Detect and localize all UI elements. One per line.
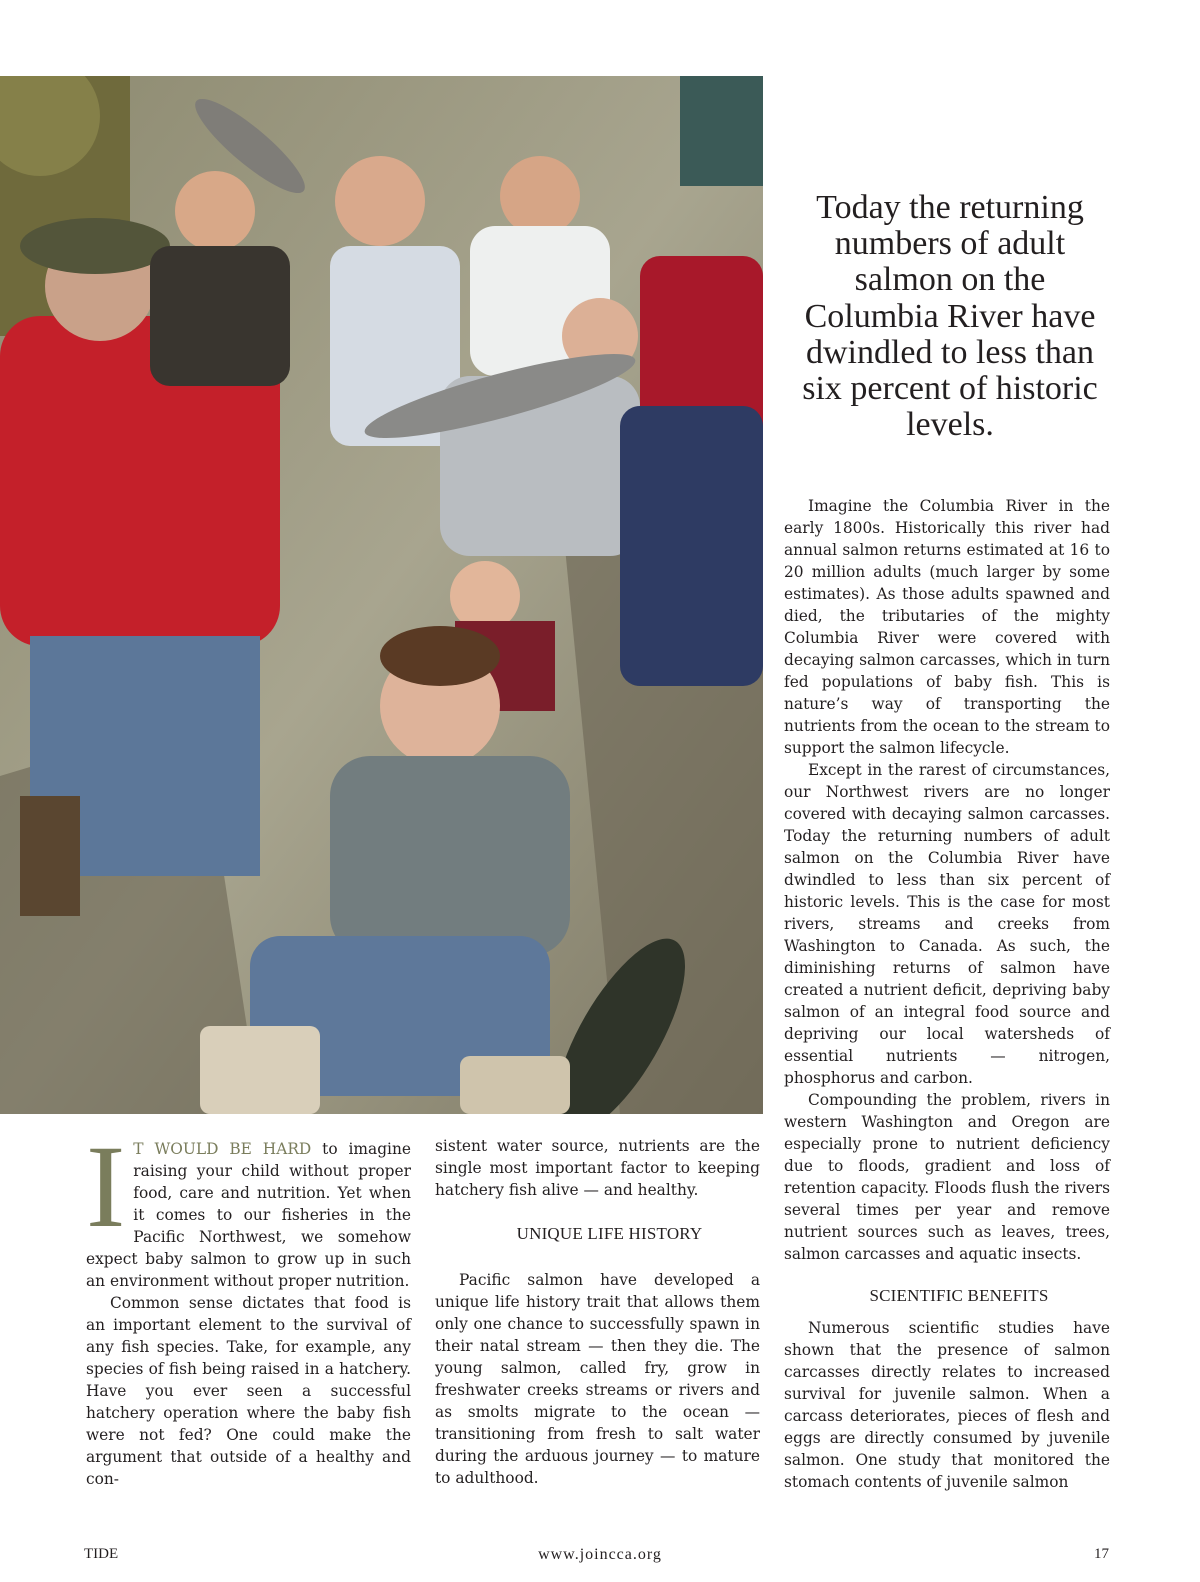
subhead-scientific-benefits: SCIENTIFIC BENEFITS xyxy=(869,1286,1049,1305)
column-3 xyxy=(784,495,1110,1493)
intro-text: to imagine raising your child without proper food, care and nutrition. Yet when it comes to our fisheries in the Pacific Northwest, we somehow expect baby salmon to grow up in such an environment without proper nutrition. xyxy=(86,1140,411,1290)
paragraph: Numerous scientific studies have shown that the presence of salmon carcasses directly relates to increased survival for juvenile salmon. When a carcass deteriorates, pieces of flesh and eggs are directly consumed by juvenile salmon. One study that monitored the stomach contents of juvenile salmon xyxy=(784,1319,1110,1491)
intro-paragraph xyxy=(86,1121,411,1292)
photo-illustration xyxy=(0,76,763,1114)
page-number: 17 xyxy=(1094,1546,1109,1562)
paragraph: sistent water source, nutrients are the single most important factor to keeping hatchery fish alive — and healthy. xyxy=(435,1137,760,1199)
drop-cap: I xyxy=(86,1121,126,1252)
column-1 xyxy=(86,1121,411,1490)
subhead-unique-life-history: UNIQUE LIFE HISTORY xyxy=(516,1224,703,1243)
paragraph: Pacific salmon have developed a unique life history trait that allows them only one chance to successfully spawn in their natal stream — then they die. The young salmon, called fry, grow in freshwater creeks streams or rivers and as smolts migrate to the ocean — transitioning from fresh to salt water during the arduous journey — to mature to adulthood. xyxy=(435,1271,760,1487)
column-2 xyxy=(435,1135,760,1489)
paragraph: Except in the rarest of circumstances, our Northwest rivers are no longer covered with decaying salmon carcasses. Today the returning numbers of adult salmon on the Columbia River have dwindled to less than six percent of historic levels. This is the case for most rivers, streams and creeks from Washington to Canada. As such, the diminishing returns of salmon have created a nutrient deficit, depriving baby salmon of an integral food source and depriving our local watersheds of essential nutrients — nitrogen, phosphorus and carbon. xyxy=(784,761,1110,1087)
paragraph: Compounding the problem, rivers in western Washington and Oregon are especially prone to nutrient deficiency due to floods, gradient and loss of retention capacity. Floods flush the rivers several times per year and remove nutrient sources such as leaves, trees, salmon carcasses and aquatic insects. xyxy=(784,1091,1110,1263)
paragraph: Common sense dictates that food is an important element to the survival of any fish species. Take, for example, any species of fish being raised in a hatchery. Have you ever seen a successful hatchery operation where the baby fish were not fed? One could make the argument that outside of a healthy and con- xyxy=(86,1294,411,1488)
article-photo xyxy=(0,76,763,1114)
footer-url[interactable]: www.joincca.org xyxy=(538,1546,662,1563)
lead-in: T WOULD BE HARD xyxy=(133,1140,312,1158)
paragraph: Imagine the Columbia River in the early 1800s. Historically this river had annual salmon returns estimated at 16 to 20 million adults (much larger by some estimates). As those adults spawned and died, the tributaries of the mighty Columbia River were covered with decaying salmon carcasses, which in turn fed populations of baby fish. This is nature’s way of transporting the nutrients from the ocean to the stream to support the salmon lifecycle. xyxy=(784,497,1110,757)
footer-publication: TIDE xyxy=(84,1546,119,1562)
pull-quote: Today the returning numbers of adult salmon on the Columbia River have dwindled to less than six percent of historic levels. xyxy=(802,189,1098,444)
